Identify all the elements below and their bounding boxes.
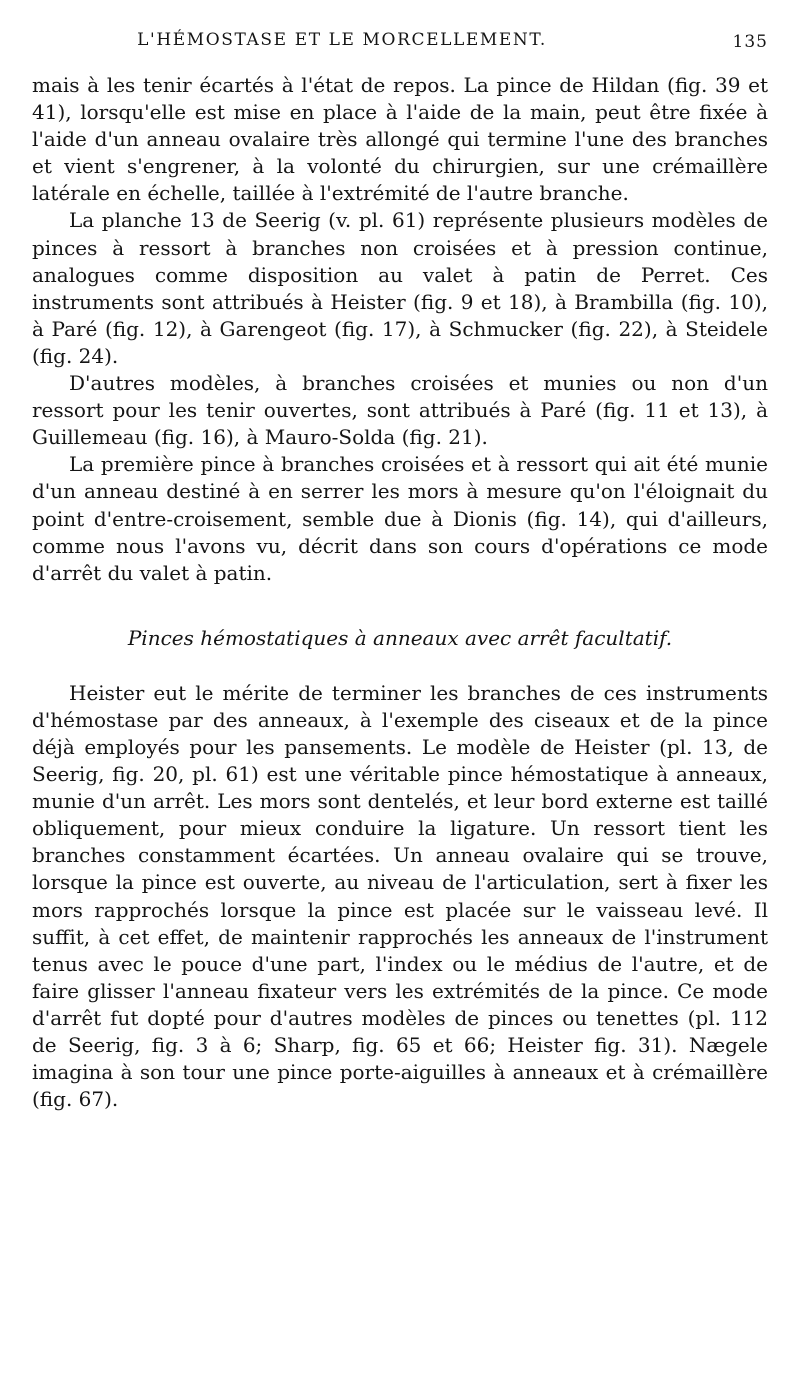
paragraph-crossed-branches: D'autres modèles, à branches croisées et munies ou non d'un ressort pour les tenir ouvertes, sont attribués à Paré (fig. 11 et 13), à Guillemeau (fig. 16), à Mauro-Solda (fig. 21). <box>32 371 768 450</box>
running-title: L'HÉMOSTASE ET LE MORCELLEMENT. <box>137 30 547 50</box>
book-page <box>32 0 768 1376</box>
body-text <box>32 72 768 1113</box>
paragraph-continuation: mais à les tenir écartés à l'état de repos. La pince de Hildan (fig. 39 et 41), lorsqu'elle est mise en place à l'aide de la main, peut être fixée à l'aide d'un anneau ovalaire très allongé qui termine l'une des branches et vient s'engrener, à la volonté du chirurgien, sur une crémaillère latérale en échelle, taillée à l'extrémité de l'autre branche. <box>32 73 768 206</box>
spacer <box>32 652 768 680</box>
spacer <box>32 587 768 625</box>
section-heading: Pinces hémostatiques à anneaux avec arrêt facultatif. <box>127 625 673 650</box>
paragraph-seerig-plate-13: La planche 13 de Seerig (v. pl. 61) représente plusieurs modèles de pinces à ressort à branches non croisées et à pression continue, analogues comme disposition au valet à patin de Perret. Ces instruments sont attribués à Heister (fig. 9 et 18), à Brambilla (fig. 10), à Paré (fig. 12), à Garengeot (fig. 17), à Schmucker (fig. 22), à Steidele (fig. 24). <box>32 208 768 368</box>
running-header <box>32 30 768 60</box>
paragraph-heister: Heister eut le mérite de terminer les branches de ces instruments d'hémostase par des anneaux, à l'exemple des ciseaux et de la pince déjà employés pour les pansements. Le modèle de Heister (pl. 13, de Seerig, fig. 20, pl. 61) est une véritable pince hémostatique à anneaux, munie d'un arrêt. Les mors sont dentelés, et leur bord externe est taillé obliquement, pour mieux conduire la ligature. Un ressort tient les branches constamment écartées. Un anneau ovalaire qui se trouve, lorsque la pince est ouverte, au niveau de l'articulation, sert à fixer les mors rapprochés lorsque la pince est placée sur le vaisseau levé. Il suffit, à cet effet, de maintenir rapprochés les anneaux de l'instrument tenus avec le pouce d'une part, l'index ou le médius de l'autre, et de faire glisser l'anneau fixateur vers les extrémités de la pince. Ce mode d'arrêt fut dopté pour d'autres modèles de pinces ou tenettes (pl. 112 de Seerig, fig. 3 à 6; Sharp, fig. 65 et 66; Heister fig. 31). Nægele imagina à son tour une pince porte-aiguilles à anneaux et à crémaillère (fig. 67). <box>32 680 768 1112</box>
paragraph-dionis: La première pince à branches croisées et à ressort qui ait été munie d'un anneau destiné à en serrer les mors à mesure qu'on l'éloignait du point d'entre-croisement, semble due à Dionis (fig. 14), qui d'ailleurs, comme nous l'avons vu, décrit dans son cours d'opérations ce mode d'arrêt du valet à patin. <box>32 452 768 585</box>
page-number: 135 <box>732 32 768 52</box>
